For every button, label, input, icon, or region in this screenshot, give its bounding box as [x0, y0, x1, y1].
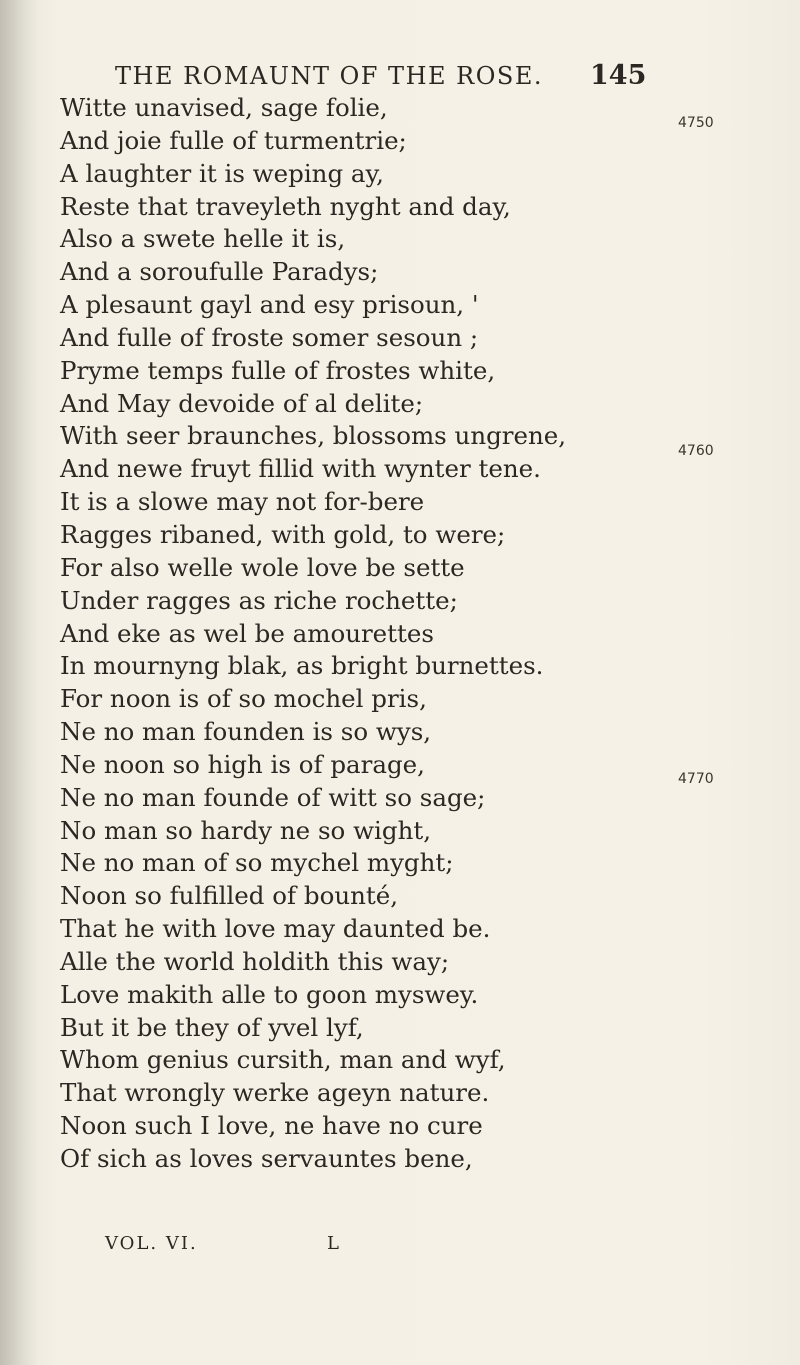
verse-line: And newe fruyt fillid with wynter tene. — [60, 454, 541, 484]
verse-line: And fulle of froste somer sesoun ; — [60, 322, 479, 352]
signature-mark: L — [327, 1233, 339, 1254]
verse-line: Love makith alle to goon myswey. — [60, 979, 479, 1009]
verse-line: Whom genius cursith, man and wyf, — [60, 1045, 506, 1075]
verse-line: Under ragges as riche rochette; — [60, 585, 458, 615]
volume-label: VOL. VI. — [105, 1233, 198, 1254]
verse-line: No man so hardy ne so wight, — [60, 815, 431, 845]
verse-line: That he with love may daunted be. — [60, 914, 491, 944]
verse-line: Ne no man founden is so wys, — [60, 717, 432, 747]
verse-line: Ne no man founde of witt so sage; — [60, 782, 486, 812]
verse-line: And eke as wel be amourettes — [60, 618, 434, 648]
page-footer — [0, 1233, 800, 1263]
verse-line: Reste that traveyleth nyght and day, — [60, 191, 511, 221]
page-header — [0, 62, 800, 94]
verse-line: Ragges ribaned, with gold, to were; — [60, 519, 506, 549]
verse-line: It is a slowe may not for-bere — [60, 487, 425, 517]
verse-line: Witte unavised, sage folie, — [60, 93, 388, 122]
verse-line: And a soroufulle Paradys; — [60, 257, 379, 287]
verse-line: That wrongly werke ageyn nature. — [60, 1078, 490, 1108]
verse-line: Pryme temps fulle of frostes white, — [60, 355, 496, 385]
verse-line: Noon such I love, ne have no cure — [60, 1111, 483, 1141]
verse-line: A plesaunt gayl and esy prisoun, ' — [60, 290, 479, 320]
verse-line: With seer braunches, blossoms ungrene, — [60, 421, 567, 451]
verse-line: And joie fulle of turmentrie; — [60, 125, 407, 155]
verse-line: But it be they of yvel lyf, — [60, 1012, 364, 1042]
verse-line: Ne no man of so mychel myght; — [60, 848, 454, 878]
running-title: THE ROMAUNT OF THE ROSE. — [115, 62, 543, 90]
verse-line: Ne noon so high is of parage, — [60, 749, 425, 779]
page-gutter-shadow — [0, 0, 38, 1365]
page-number: 145 — [590, 60, 647, 91]
verse-line: Noon so fulfilled of bounté, — [60, 881, 399, 911]
verse-line: Alle the world holdith this way; — [60, 946, 450, 976]
poem-text — [60, 92, 620, 1176]
line-number: 4760 — [678, 443, 714, 459]
verse-line: For also welle wole love be sette — [60, 552, 465, 582]
verse-line: And May devoide of al delite; — [60, 388, 424, 418]
verse-line: A laughter it is weping ay, — [60, 158, 384, 188]
verse-line: For noon is of so mochel pris, — [60, 684, 427, 714]
verse-line: Also a swete helle it is, — [60, 224, 346, 254]
line-number: 4750 — [678, 115, 714, 131]
verse-line: Of sich as loves servauntes bene, — [60, 1144, 473, 1173]
verse-line: In mournyng blak, as bright burnettes. — [60, 651, 544, 681]
line-number: 4770 — [678, 771, 714, 787]
